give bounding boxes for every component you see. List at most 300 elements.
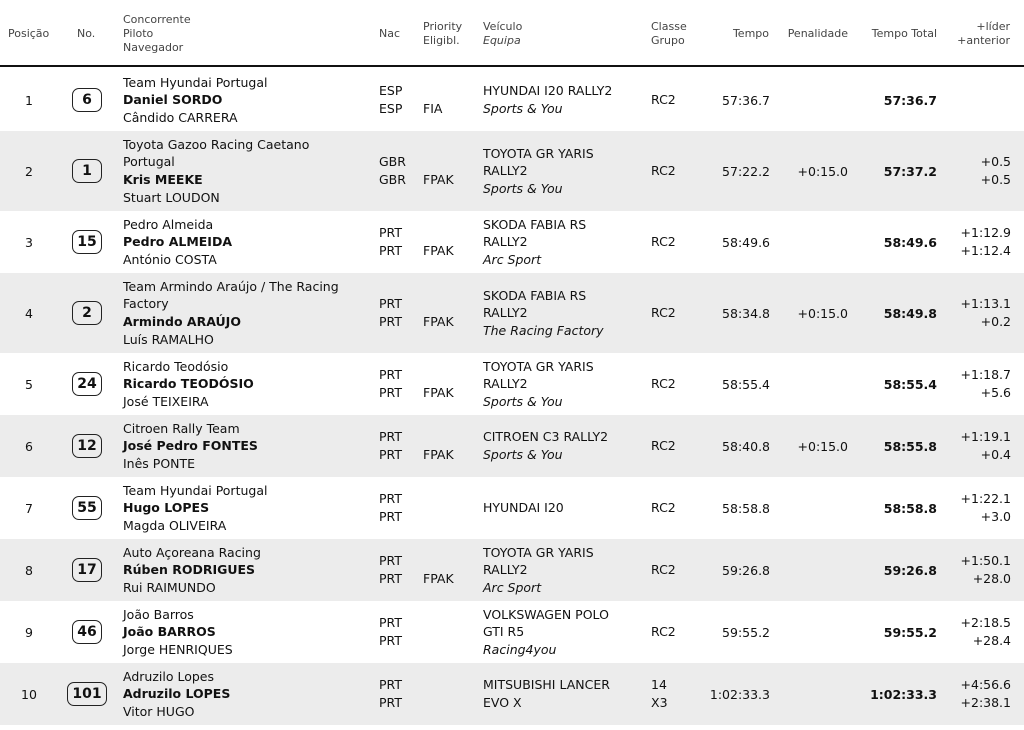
competitor-cell: [123, 415, 373, 477]
nac-line: PRT: [379, 225, 402, 241]
nac-line: GBR: [379, 172, 406, 187]
position: 5: [25, 376, 33, 392]
header-priority: Priority: [423, 20, 463, 33]
gap-line: +1:18.7: [960, 367, 1011, 383]
nac-line: PRT: [379, 429, 402, 445]
competitor-cell: [123, 539, 373, 601]
car-number-badge: 6: [72, 88, 102, 112]
priority-cell: [423, 131, 473, 211]
gap-line: +0.4: [980, 447, 1011, 462]
nac-line: PRT: [379, 314, 402, 329]
priority-cell: [423, 415, 473, 477]
vehicle-line: RALLY2: [483, 305, 528, 321]
priority: FPAK: [423, 242, 454, 258]
competitor-cell: [123, 663, 373, 725]
gap-line: +4:56.6: [960, 677, 1011, 693]
car-number-badge: 101: [67, 682, 106, 706]
nationality-cell: [379, 477, 419, 539]
competitor-line: Toyota Gazoo Racing Caetano: [123, 136, 310, 152]
gap-line: +28.4: [972, 633, 1011, 648]
vehicle-line: RALLY2: [483, 234, 528, 250]
competitor-line: Factory: [123, 296, 169, 312]
tempo-cell: [690, 69, 770, 131]
number-cell: [66, 601, 108, 663]
header-concorrente-group: [123, 13, 191, 55]
total-time: 59:55.2: [883, 624, 937, 640]
team: Sports & You: [483, 393, 563, 409]
position: 10: [21, 686, 37, 702]
competitor-cell: [123, 69, 373, 131]
priority-cell: [423, 601, 473, 663]
number-cell: [66, 131, 108, 211]
cls-line: RC2: [651, 624, 676, 640]
nac-line: PRT: [379, 243, 402, 258]
class-cell: [651, 539, 695, 601]
position: 3: [25, 234, 33, 250]
nationality-cell: [379, 601, 419, 663]
priority-cell: [423, 539, 473, 601]
priority: FPAK: [423, 171, 454, 187]
competitor-line: Citroen Rally Team: [123, 420, 240, 436]
header-equipa: Equipa: [483, 34, 521, 47]
class-cell: [651, 477, 695, 539]
total-time: 58:55.8: [883, 438, 937, 454]
number-cell: [66, 477, 108, 539]
class-cell: [651, 415, 695, 477]
vehicle-line: TOYOTA GR YARIS: [483, 358, 594, 374]
header-gap-group: [940, 20, 1010, 48]
competitor-line: Team Hyundai Portugal: [123, 482, 268, 498]
penalty-cell: [770, 131, 848, 211]
vehicle-cell: [483, 415, 643, 477]
nationality-cell: [379, 353, 419, 415]
position-cell: [0, 211, 58, 273]
nac-line: PRT: [379, 571, 402, 586]
position: 7: [25, 500, 33, 516]
competitor-line: João Barros: [123, 606, 194, 622]
gap-line: +28.0: [972, 571, 1011, 586]
gap-line: +1:12.4: [960, 243, 1011, 258]
tempo-cell: [690, 131, 770, 211]
header-penalidade: Penalidade: [787, 27, 848, 40]
tempo-cell: [690, 663, 770, 725]
driver: Hugo LOPES: [123, 500, 210, 516]
priority-cell: [423, 477, 473, 539]
nationality-cell: [379, 211, 419, 273]
competitor-line: Team Hyundai Portugal: [123, 74, 268, 90]
gap-cell: [940, 273, 1011, 353]
car-number-badge: 15: [72, 230, 102, 254]
position-cell: [0, 131, 58, 211]
vehicle-line: RALLY2: [483, 562, 528, 578]
gap-line: +3.0: [980, 509, 1011, 524]
tempo: 57:36.7: [722, 92, 770, 108]
total-time: 58:55.4: [883, 376, 937, 392]
position: 1: [25, 92, 33, 108]
gap-line: +1:19.1: [960, 429, 1011, 445]
position: 4: [25, 305, 33, 321]
tempo-cell: [690, 601, 770, 663]
team: Sports & You: [483, 101, 563, 116]
codriver: Stuart LOUDON: [123, 189, 220, 205]
codriver: José TEIXEIRA: [123, 393, 209, 409]
vehicle-cell: [483, 601, 643, 663]
vehicle-line: SKODA FABIA RS: [483, 287, 587, 303]
priority-cell: [423, 663, 473, 725]
nationality-cell: [379, 539, 419, 601]
codriver: Luís RAMALHO: [123, 331, 214, 347]
nac-line: PRT: [379, 447, 402, 462]
tempo: 58:49.6: [722, 234, 770, 250]
nationality-cell: [379, 273, 419, 353]
total-time: 58:58.8: [883, 500, 937, 516]
header-veiculo-group: [483, 20, 522, 48]
gap-cell: [940, 663, 1011, 725]
gap-cell: [940, 211, 1011, 273]
nationality-cell: [379, 69, 419, 131]
total-cell: [840, 663, 937, 725]
header-lider: +líder: [976, 20, 1010, 33]
vehicle-cell: [483, 663, 643, 725]
position-cell: [0, 663, 58, 725]
number-cell: [66, 663, 108, 725]
gap-cell: [940, 131, 1011, 211]
gap-cell: [940, 353, 1011, 415]
class-cell: [651, 601, 695, 663]
gap-line: +0.2: [980, 314, 1011, 329]
tempo: 58:58.8: [722, 500, 770, 516]
priority: FPAK: [423, 446, 454, 462]
cls-line: RC2: [651, 305, 676, 321]
gap-cell: [940, 477, 1011, 539]
tempo: 58:55.4: [722, 376, 770, 392]
vehicle-line: MITSUBISHI LANCER: [483, 677, 610, 693]
nationality-cell: [379, 663, 419, 725]
codriver: Jorge HENRIQUES: [123, 641, 233, 657]
penalty-cell: [770, 539, 848, 601]
header-concorrente: Concorrente: [123, 13, 191, 26]
number-cell: [66, 539, 108, 601]
penalty-cell: [770, 211, 848, 273]
competitor-cell: [123, 131, 373, 211]
tempo: 58:40.8: [722, 438, 770, 454]
nac-line: PRT: [379, 296, 402, 312]
total-cell: [840, 273, 937, 353]
tempo-cell: [690, 273, 770, 353]
codriver: Cândido CARRERA: [123, 109, 238, 125]
team: Racing4you: [483, 641, 557, 657]
header-classe-group: [651, 20, 687, 48]
tempo-cell: [690, 539, 770, 601]
penalty-cell: [770, 353, 848, 415]
vehicle-line: EVO X: [483, 695, 522, 710]
position-cell: [0, 415, 58, 477]
vehicle-line: CITROEN C3 RALLY2: [483, 429, 609, 445]
total-cell: [840, 601, 937, 663]
gap-line: +0.5: [980, 154, 1011, 170]
nac-line: PRT: [379, 553, 402, 569]
codriver: Vitor HUGO: [123, 703, 195, 719]
tempo: 58:34.8: [722, 305, 770, 321]
position-cell: [0, 601, 58, 663]
team: Sports & You: [483, 447, 563, 462]
header-posicao: Posição: [8, 27, 50, 40]
competitor-line: Ricardo Teodósio: [123, 358, 229, 374]
total-time: 57:36.7: [883, 92, 937, 108]
vehicle-cell: [483, 353, 643, 415]
gap-line: +5.6: [980, 385, 1011, 400]
total-cell: [840, 131, 937, 211]
tempo-cell: [690, 477, 770, 539]
codriver: Magda OLIVEIRA: [123, 517, 227, 533]
gap-cell: [940, 69, 1011, 131]
header-eligibl: Eligibl.: [423, 34, 460, 47]
priority: FPAK: [423, 313, 454, 329]
vehicle-line: SKODA FABIA RS: [483, 216, 587, 232]
header-anterior: +anterior: [957, 34, 1010, 47]
vehicle-line: TOYOTA GR YARIS: [483, 145, 594, 161]
nac-line: PRT: [379, 367, 402, 383]
nac-line: PRT: [379, 615, 402, 631]
tempo: 59:55.2: [722, 624, 770, 640]
total-time: 58:49.8: [883, 305, 937, 321]
gap-line: +2:38.1: [960, 695, 1011, 710]
position: 6: [25, 438, 33, 454]
gap-line: +0.5: [980, 172, 1011, 187]
results-table-body: [0, 69, 1024, 725]
position-cell: [0, 353, 58, 415]
car-number-badge: 24: [72, 372, 102, 396]
nac-line: PRT: [379, 509, 402, 524]
number-cell: [66, 415, 108, 477]
penalty-cell: [770, 663, 848, 725]
vehicle-line: GTI R5: [483, 624, 525, 640]
cls-line: 14: [651, 677, 667, 693]
car-number-badge: 12: [72, 434, 102, 458]
driver: José Pedro FONTES: [123, 438, 258, 454]
penalty: +0:15.0: [797, 163, 848, 179]
position-cell: [0, 273, 58, 353]
penalty-cell: [770, 273, 848, 353]
penalty-cell: [770, 415, 848, 477]
header-navegador: Navegador: [123, 41, 184, 54]
car-number-badge: 1: [72, 159, 102, 183]
table-row: [0, 211, 1024, 273]
team: The Racing Factory: [483, 322, 604, 338]
gap-line: +1:50.1: [960, 553, 1011, 569]
table-row: [0, 353, 1024, 415]
competitor-line: Pedro Almeida: [123, 216, 214, 232]
priority: FIA: [423, 100, 443, 116]
penalty-cell: [770, 601, 848, 663]
driver: Daniel SORDO: [123, 92, 223, 108]
gap-line: +1:13.1: [960, 296, 1011, 312]
cls-line: RC2: [651, 92, 676, 108]
vehicle-line: TOYOTA GR YARIS: [483, 544, 594, 560]
total-cell: [840, 69, 937, 131]
team: Sports & You: [483, 180, 563, 196]
total-time: 58:49.6: [883, 234, 937, 250]
position-cell: [0, 539, 58, 601]
header-divider: [0, 65, 1024, 67]
competitor-cell: [123, 601, 373, 663]
gap-line: +2:18.5: [960, 615, 1011, 631]
class-cell: [651, 273, 695, 353]
total-time: 59:26.8: [883, 562, 937, 578]
class-cell: [651, 131, 695, 211]
car-number-badge: 55: [72, 496, 102, 520]
position: 8: [25, 562, 33, 578]
class-cell: [651, 211, 695, 273]
driver: Kris MEEKE: [123, 172, 203, 187]
cls-line: RC2: [651, 500, 676, 516]
priority-cell: [423, 353, 473, 415]
competitor-line: Team Armindo Araújo / The Racing: [123, 278, 339, 294]
position: 2: [25, 163, 33, 179]
nationality-cell: [379, 131, 419, 211]
gap-cell: [940, 539, 1011, 601]
priority-cell: [423, 273, 473, 353]
vehicle-cell: [483, 211, 643, 273]
header-no: No.: [77, 27, 96, 40]
total-cell: [840, 477, 937, 539]
total-cell: [840, 353, 937, 415]
competitor-line: Adruzilo Lopes: [123, 668, 214, 684]
class-cell: [651, 663, 695, 725]
number-cell: [66, 353, 108, 415]
codriver: Rui RAIMUNDO: [123, 579, 216, 595]
header-priority-group: [423, 20, 462, 48]
vehicle-line: RALLY2: [483, 163, 528, 179]
nac-line: PRT: [379, 695, 402, 710]
number-cell: [66, 69, 108, 131]
table-row: [0, 601, 1024, 663]
tempo-cell: [690, 353, 770, 415]
table-row: [0, 663, 1024, 725]
header-tempo-total: Tempo Total: [871, 27, 937, 40]
total-cell: [840, 211, 937, 273]
table-row: [0, 415, 1024, 477]
table-row: [0, 273, 1024, 353]
penalty-cell: [770, 69, 848, 131]
car-number-badge: 46: [72, 620, 102, 644]
competitor-line: Auto Açoreana Racing: [123, 544, 261, 560]
nac-line: PRT: [379, 385, 402, 400]
table-row: [0, 131, 1024, 211]
driver: Pedro ALMEIDA: [123, 234, 233, 250]
table-row: [0, 477, 1024, 539]
class-cell: [651, 353, 695, 415]
vehicle-cell: [483, 477, 643, 539]
total-cell: [840, 415, 937, 477]
table-row: [0, 539, 1024, 601]
cls-line: RC2: [651, 438, 676, 454]
nac-line: PRT: [379, 633, 402, 648]
cls-line: RC2: [651, 163, 676, 179]
tempo: 57:22.2: [722, 163, 770, 179]
gap-line: +1:22.1: [960, 491, 1011, 507]
header-nac: Nac: [379, 27, 401, 40]
codriver: Inês PONTE: [123, 455, 196, 471]
team: Arc Sport: [483, 579, 542, 595]
competitor-cell: [123, 273, 373, 353]
gap-cell: [940, 601, 1011, 663]
vehicle-cell: [483, 131, 643, 211]
vehicle-cell: [483, 539, 643, 601]
penalty-cell: [770, 477, 848, 539]
driver: Adruzilo LOPES: [123, 686, 231, 702]
competitor-cell: [123, 353, 373, 415]
priority: FPAK: [423, 384, 454, 400]
total-time: 57:37.2: [883, 163, 937, 179]
header-veiculo: Veículo: [483, 20, 523, 33]
tempo: 1:02:33.3: [709, 686, 770, 702]
gap-line: +1:12.9: [960, 225, 1011, 241]
penalty: +0:15.0: [797, 438, 848, 454]
vehicle-cell: [483, 273, 643, 353]
driver: Rúben RODRIGUES: [123, 562, 256, 578]
competitor-cell: [123, 211, 373, 273]
nac-line: PRT: [379, 491, 402, 507]
driver: Armindo ARAÚJO: [123, 314, 241, 329]
cls-line: X3: [651, 695, 668, 710]
nationality-cell: [379, 415, 419, 477]
table-row: [0, 69, 1024, 131]
gap-cell: [940, 415, 1011, 477]
vehicle-cell: [483, 69, 643, 131]
car-number-badge: 2: [72, 301, 102, 325]
team: Arc Sport: [483, 251, 542, 267]
header-classe: Classe: [651, 20, 687, 33]
tempo-cell: [690, 415, 770, 477]
vehicle-line: HYUNDAI I20: [483, 500, 564, 516]
penalty: +0:15.0: [797, 305, 848, 321]
tempo: 59:26.8: [722, 562, 770, 578]
number-cell: [66, 273, 108, 353]
competitor-line: Portugal: [123, 154, 175, 170]
table-header: [0, 0, 1024, 66]
position-cell: [0, 477, 58, 539]
vehicle-line: VOLKSWAGEN POLO: [483, 606, 609, 622]
header-piloto: Piloto: [123, 27, 154, 40]
cls-line: RC2: [651, 562, 676, 578]
priority: FPAK: [423, 570, 454, 586]
codriver: António COSTA: [123, 251, 217, 267]
cls-line: RC2: [651, 376, 676, 392]
car-number-badge: 17: [72, 558, 102, 582]
total-time: 1:02:33.3: [870, 686, 937, 702]
cls-line: RC2: [651, 234, 676, 250]
header-tempo: Tempo: [732, 27, 769, 40]
nac-line: ESP: [379, 101, 403, 116]
driver: João BARROS: [123, 624, 216, 640]
priority-cell: [423, 211, 473, 273]
header-grupo: Grupo: [651, 34, 685, 47]
nac-line: GBR: [379, 154, 406, 170]
vehicle-line: RALLY2: [483, 376, 528, 392]
tempo-cell: [690, 211, 770, 273]
vehicle-line: HYUNDAI I20 RALLY2: [483, 83, 613, 99]
nac-line: PRT: [379, 677, 402, 693]
class-cell: [651, 69, 695, 131]
position: 9: [25, 624, 33, 640]
priority-cell: [423, 69, 473, 131]
driver: Ricardo TEODÓSIO: [123, 376, 254, 392]
competitor-cell: [123, 477, 373, 539]
total-cell: [840, 539, 937, 601]
nac-line: ESP: [379, 83, 403, 99]
number-cell: [66, 211, 108, 273]
